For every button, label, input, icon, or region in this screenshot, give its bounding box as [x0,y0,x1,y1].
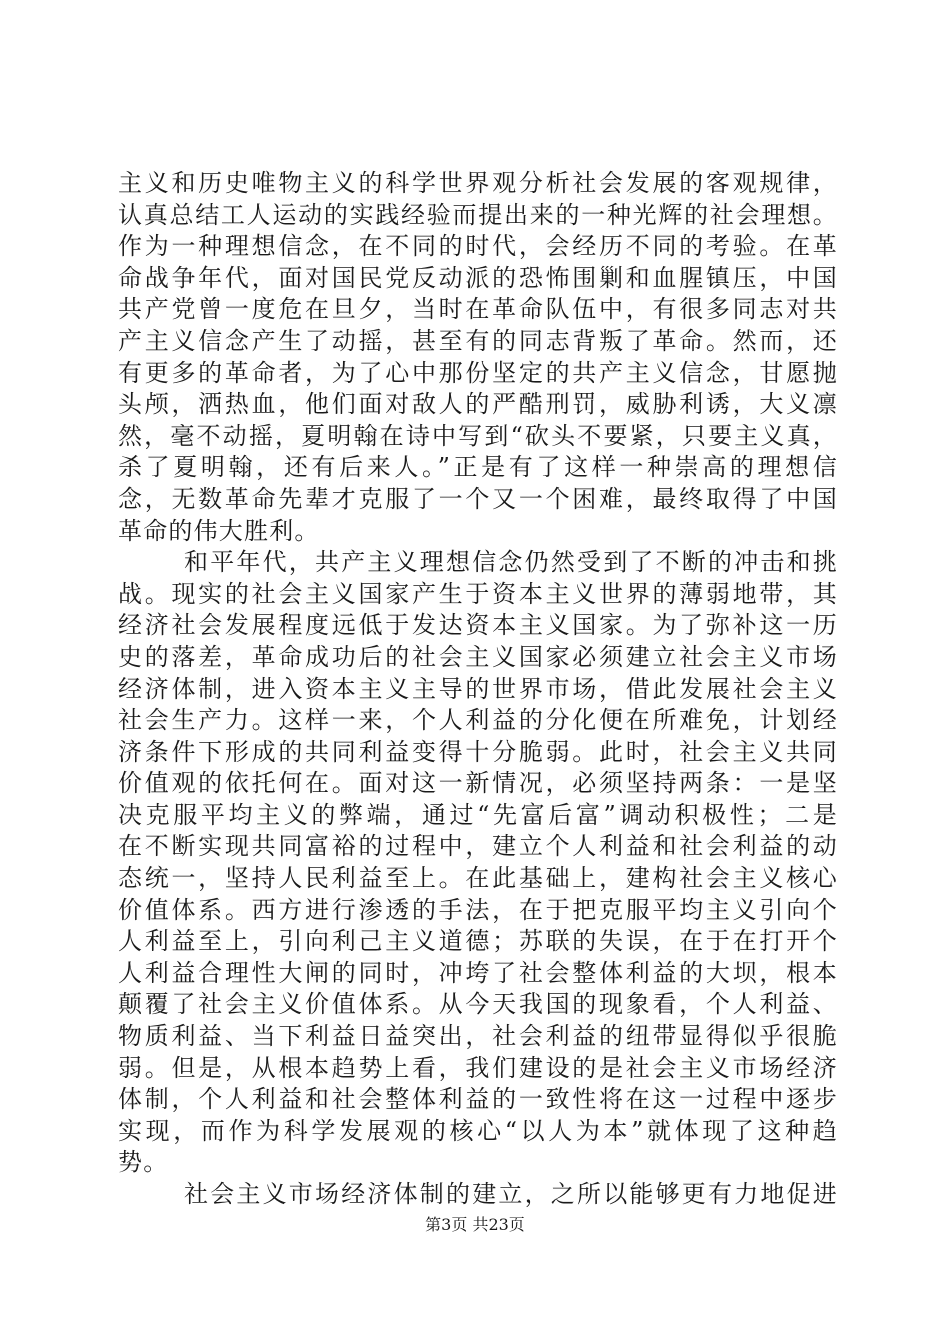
text-line: 济条件下形成的共同利益变得十分脆弱。此时，社会主义共同 [118,737,838,766]
text-line: 态统一，坚持人民利益至上。在此基础上，建构社会主义核心 [118,864,838,893]
text-line: 认真总结工人运动的实践经验而提出来的一种光辉的社会理想。 [118,200,838,229]
text-line: 体制，个人利益和社会整体利益的一致性将在这一过程中逐步 [118,1085,838,1114]
text-line: 价值体系。西方进行渗透的手法，在于把克服平均主义引向个 [118,895,838,924]
text-line: 主义和历史唯物主义的科学世界观分析社会发展的客观规律， [118,169,838,197]
text-line: 头颅，洒热血，他们面对敌人的严酷刑罚，威胁利诱，大义凛 [118,390,838,419]
text-line: 然，毫不动摇，夏明翰在诗中写到“砍头不要紧，只要主义真， [118,421,838,450]
text-line: 颠覆了社会主义价值体系。从今天我国的现象看，个人利益、 [118,990,838,1019]
text-line: 作为一种理想信念，在不同的时代，会经历不同的考验。在革 [118,232,838,261]
text-line: 经济社会发展程度远低于发达资本主义国家。为了弥补这一历 [118,611,838,640]
text-line: 社会生产力。这样一来，个人利益的分化便在所难免，计划经 [118,706,838,735]
text-line: 共产党曾一度危在旦夕，当时在革命队伍中，有很多同志对共 [118,295,838,324]
text-line: 决克服平均主义的弊端，通过“先富后富”调动积极性；二是 [118,800,838,829]
text-line: 史的落差，革命成功后的社会主义国家必须建立社会主义市场 [118,642,838,671]
page-number-label: 第3页 共23页 [425,1215,525,1234]
text-line: 势。 [118,1148,169,1177]
text-line: 经济体制，进入资本主义主导的世界市场，借此发展社会主义 [118,674,838,703]
text-line: 人利益合理性大闸的同时，冲垮了社会整体利益的大坝，根本 [118,958,838,987]
text-line: 念，无数革命先辈才克服了一个又一个困难，最终取得了中国 [118,484,838,513]
text-line: 产主义信念产生了动摇，甚至有的同志背叛了革命。然而，还 [118,326,838,355]
text-line: 有更多的革命者，为了心中那份坚定的共产主义信念，甘愿抛 [118,358,838,387]
body-text [118,168,838,1211]
text-line: 杀了夏明翰，还有后来人。”正是有了这样一种崇高的理想信 [118,453,838,482]
text-line: 革命的伟大胜利。 [118,516,320,545]
text-line: 在不断实现共同富裕的过程中，建立个人利益和社会利益的动 [118,832,838,861]
text-line: 人利益至上，引向利己主义道德；苏联的失误，在于在打开个 [118,927,838,956]
text-line: 战。现实的社会主义国家产生于资本主义世界的薄弱地带，其 [118,579,838,608]
text-line: 物质利益、当下利益日益突出，社会利益的纽带显得似乎很脆 [118,1022,838,1051]
text-line: 命战争年代，面对国民党反动派的恐怖围剿和血腥镇压，中国 [118,263,838,292]
paragraph-start-line: 和平年代，共产主义理想信念仍然受到了不断的冲击和挑 [184,548,838,577]
text-line: 弱。但是，从根本趋势上看，我们建设的是社会主义市场经济 [118,1053,838,1082]
text-line: 实现，而作为科学发展观的核心“以人为本”就体现了这种趋 [118,1116,838,1145]
text-line: 价值观的依托何在。面对这一新情况，必须坚持两条：一是坚 [118,769,838,798]
page-footer [0,1214,950,1236]
paragraph-start-line: 社会主义市场经济体制的建立，之所以能够更有力地促进 [184,1180,838,1208]
